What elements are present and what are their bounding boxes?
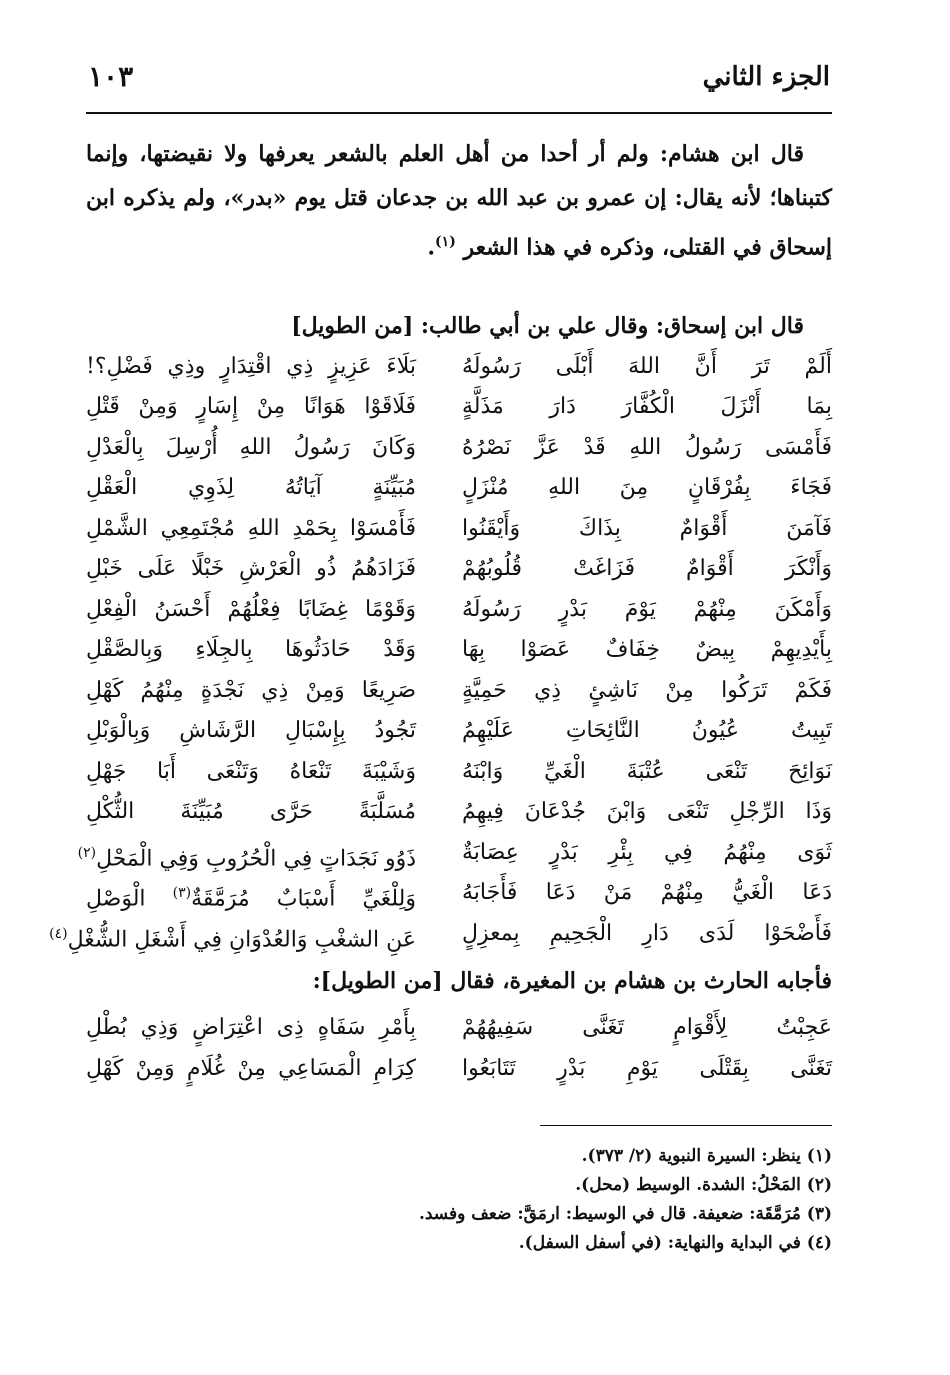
footnote-number: (٣) (806, 1204, 832, 1224)
verse-second-hemistich (86, 873, 416, 914)
verse-second-hemistich: كِرَامِ الْمَسَاعِي مِنْ غُلَامٍ وَمِنْ كَهْلِ (86, 1055, 416, 1081)
verse-second-hemistich: فَأَمْسَوْا بِحَمْدِ اللهِ مُجْتَمِعِي الشَّمْلِ (86, 515, 416, 541)
prose-paragraph (86, 132, 832, 269)
verse-first-hemistich: بِمَا أَنْزَلَ الْكُفَّارَ دَارَ مَذَلَّةٍ (462, 394, 832, 419)
verse-second-hemistich: بِأَمْرِ سَفَاهٍ ذِى اعْتِرَاضٍ وَذِي بُطْلِ (86, 1015, 416, 1040)
verse-line (86, 630, 832, 671)
poem-harith (86, 1008, 832, 1089)
verse-second-hemistich: مُبَيِّنَةٍ آيَاتُهُ لِذَوِي الْعَقْلِ (86, 475, 416, 500)
verse-second-hemistich: فَزَادَهُمُ ذُو الْعَرْشِ خَبْلًا عَلَى خَبْلِ (86, 556, 416, 581)
footnote (419, 1142, 832, 1171)
verse-second-hemistich: وَقَوْمًا غِضَابًا فِعْلُهُمْ أَحْسَنُ الْفِعْلِ (86, 596, 416, 622)
footnotes (419, 1142, 832, 1258)
footnote-number: (٤) (806, 1233, 832, 1253)
verse-line (86, 792, 832, 833)
hemistich-text: وَلِلْغَيِّ أَسْبَابٌ مُرَمَّقَةٌ (191, 886, 417, 912)
running-header-title: الجزء الثاني (702, 62, 830, 92)
verse-second-hemistich (77, 833, 416, 874)
footnote-text: في البداية والنهاية: (في أسفل السفل). (518, 1233, 801, 1253)
verse-first-hemistich: فَجَاءَ بِفُرْقَانٍ مِنَ اللهِ مُنْزَلٍ (462, 475, 832, 500)
verse-first-hemistich: فَأَضْحَوْا لَدَى دَارِ الْجَحِيمِ بِمعزِلٍ (462, 920, 832, 946)
footnote-rule (540, 1125, 832, 1126)
header-rule (86, 112, 832, 114)
footnote-ref: (١) (435, 234, 456, 250)
footnote-ref: (٤) (49, 925, 68, 942)
footnote-number: (١) (806, 1146, 832, 1166)
verse-first-hemistich: دَعَا الْغَيُّ مِنْهُمْ مَنْ دَعَا فَأَجَابَهُ (462, 880, 832, 905)
verse-line (86, 873, 832, 914)
footnote (419, 1200, 832, 1229)
verse-line (86, 711, 832, 752)
verse-line (86, 1008, 832, 1049)
verse-line (86, 752, 832, 793)
verse-second-hemistich: مُسَلَّبَةً حَرَّى مُبَيِّنَةَ الثُّكْلِ (86, 799, 416, 824)
verse-first-hemistich: نَوَائِحَ تَنْعَى عُتْبَةَ الْغَيِّ وَابْنَهُ (462, 758, 832, 784)
hemistich-text: عَنِ الشغْبِ وَالعُدْوَانِ فِي أَشْغَلِ الشُّغْلِ (67, 926, 416, 952)
verse-first-hemistich: تَبِيتُ عُيُونُ النَّائِحَاتِ عَلَيْهِمُ (462, 718, 832, 743)
verse-first-hemistich: فَأَمْسَى رَسُولُ اللهِ قَدْ عَزَّ نَصْرُهُ (462, 434, 832, 460)
verse-first-hemistich: فَكَمْ تَرَكُوا مِنْ نَاشِئٍ ذِي حَمِيَّةٍ (462, 677, 832, 703)
verse-line (86, 347, 832, 388)
verse-line (86, 671, 832, 712)
hemistich-text: الْوَصْلِ (86, 886, 146, 912)
verse-first-hemistich: ثَوَى مِنْهُمُ فِي بِئْرِ بَدْرٍ عِصَابَةٌ (462, 839, 832, 865)
verse-second-hemistich: وَشَيْبَةَ تَنْعَاهُ وَتَنْعَى أَبَا جَهْلِ (86, 758, 416, 784)
verse-first-hemistich: عَجِبْتُ لِأَقْوَامٍ تَغَنَّى سَفِيهُهُمْ (462, 1015, 832, 1040)
poem-intro: فأجابه الحارث بن هشام بن المغيرة، فقال [من الطويل]: (312, 968, 832, 994)
footnote-number: (٢) (806, 1175, 832, 1195)
page-number: ١٠٣ (88, 60, 134, 93)
footnote (419, 1171, 832, 1200)
verse-first-hemistich: وَذَا الرِّجْلِ تَنْعَى وَابْنَ جُدْعَانَ فِيهِمُ (462, 799, 832, 824)
prose-text: قال ابن هشام: ولم أر أحدا من أهل العلم بالشعر يعرفها ولا نقيضتها، وإنما كتبناها؛ لأنه يقال: إن عمرو بن عبد الله بن جدعان قتل يوم «بدر»، ولم يذكره ابن إسحاق في القتلى، وذكره في هذا الشعر (86, 141, 833, 261)
verse-first-hemistich: أَلَمْ تَرَ أَنَّ اللهَ أَبْلَى رَسُولَهُ (462, 353, 832, 379)
verse-line (86, 509, 832, 550)
footnote (419, 1229, 832, 1258)
verse-second-hemistich: صَرِيعًا وَمِنْ ذِي نَجْدَةٍ مِنْهُمُ كَهْلِ (86, 677, 416, 703)
verse-second-hemistich: بَلَاءَ عَزِيزٍ ذِي اقْتِدَارٍ وذِي فَضْلِ؟! (86, 353, 416, 379)
verse-second-hemistich: فَلَاقَوْا هَوَانًا مِنْ إِسَارٍ وَمِنْ قَتْلِ (86, 394, 416, 419)
verse-first-hemistich: تَغَنَّى بِقَتْلَى يَوْمِ بَدْرٍ تَتَابَعُوا (462, 1055, 832, 1081)
prose-period: . (427, 234, 436, 261)
footnote-text: المَحْلُ: الشدة. الوسيط (محل). (575, 1175, 801, 1195)
prose-block (86, 132, 832, 269)
poem-intro: قال ابن إسحاق: وقال علي بن أبي طالب: [من الطويل] (291, 313, 804, 339)
verse-second-hemistich: وَكَانَ رَسُولُ اللهِ أُرْسِلَ بِالْعَدْلِ (86, 434, 416, 460)
footnote-ref: (٢) (77, 844, 97, 861)
verse-line (86, 1049, 832, 1090)
poem-ali (49, 306, 832, 954)
footnote-ref: (٣) (172, 885, 192, 901)
verse-line (49, 914, 832, 955)
verse-line (77, 833, 832, 874)
footnote-text: ينظر: السيرة النبوية (٢/ ٣٧٣). (581, 1146, 801, 1166)
verse-first-hemistich: فَآمَنَ أَقْوَامٌ بِذَاكَ وَأَيْقَنُوا (462, 515, 832, 541)
verse-line (86, 468, 832, 509)
verse-first-hemistich: وَأَنْكَرَ أَقْوَامٌ فَزَاغَتْ قُلُوبُهُمْ (462, 556, 832, 581)
verse-line (86, 387, 832, 428)
verse-line (86, 428, 832, 469)
verse-first-hemistich: وَأَمْكَنَ مِنْهُمْ يَوْمَ بَدْرٍ رَسُولَهُ (462, 596, 832, 622)
verse-second-hemistich: تَجُودُ بِإِسْبَالِ الرَّشَاشِ وَبِالْوَبْلِ (86, 718, 416, 743)
verse-second-hemistich: وَقَدْ حَادَثُوهَا بِالجِلَاءِ وَبِالصَّقْلِ (86, 637, 416, 662)
verse-first-hemistich: بِأَيْدِيهِمْ بِيضٌ خِفَافٌ عَصَوْا بِهَا (462, 637, 832, 662)
hemistich-text: ذَوُو نَجَدَاتٍ فِي الْحُرُوبِ وَفِي الْمَحْلِ (96, 845, 416, 871)
verse-line (86, 590, 832, 631)
verse-line (86, 549, 832, 590)
verse-second-hemistich (49, 914, 416, 955)
footnote-text: مُرَمَّقَة: ضعيفة. قال في الوسيط: ارمَقَّ: ضعف وفسد. (418, 1204, 801, 1224)
